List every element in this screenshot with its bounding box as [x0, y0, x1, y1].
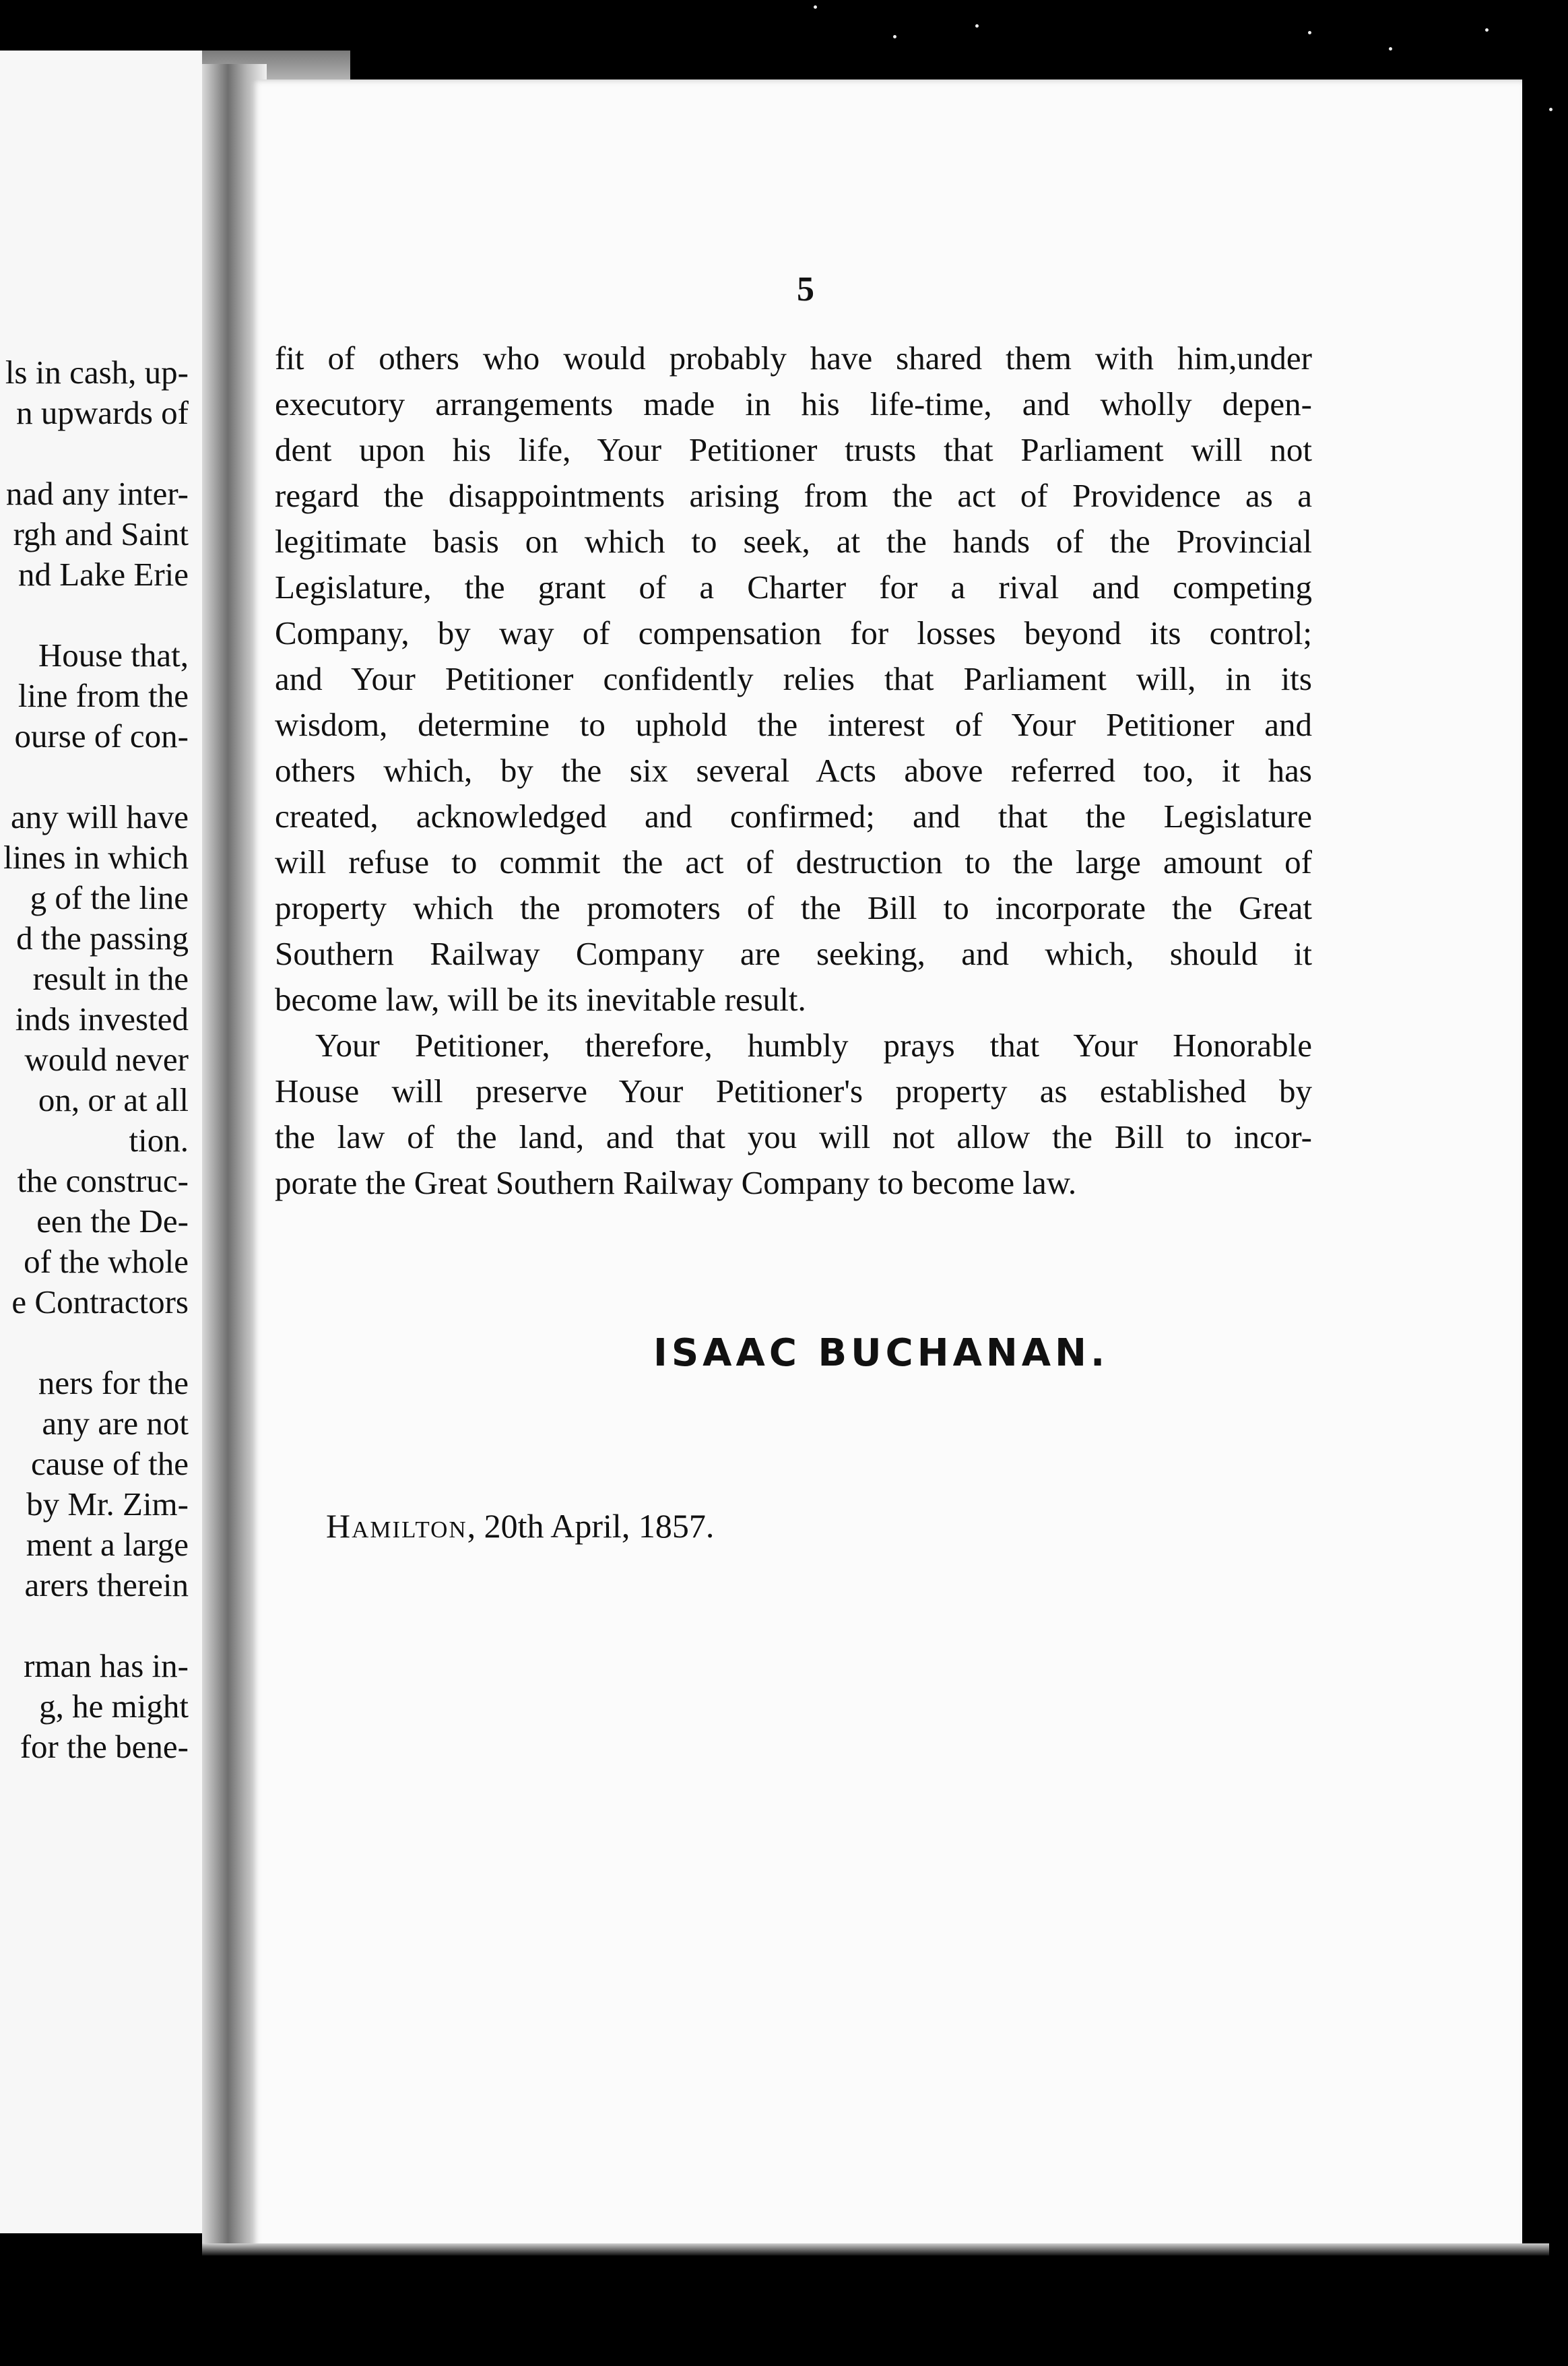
previous-page-line: of the whole: [24, 1243, 189, 1280]
body-line: the law of the land, and that you will not allow the Bill to incor-: [275, 1118, 1312, 1155]
previous-page-line: n upwards of: [16, 394, 189, 431]
scan-speck: [1389, 47, 1392, 51]
page-bottom-edge: [202, 2243, 1549, 2256]
body-line: property which the promoters of the Bill to incorporate the Great: [275, 889, 1312, 926]
previous-page-line: ourse of con-: [14, 717, 189, 755]
body-line: porate the Great Southern Railway Company to become law.: [275, 1164, 1077, 1201]
scan-speck: [1485, 28, 1489, 32]
previous-page-line: rman has in-: [24, 1647, 189, 1684]
dateline-date: , 20th April, 1857.: [467, 1507, 715, 1545]
body-line: executory arrangements made in his life-time, and wholly depen-: [275, 385, 1312, 422]
previous-page-line: result in the: [32, 960, 189, 997]
previous-page-line: line from the: [18, 677, 189, 714]
previous-page-line: on, or at all: [38, 1081, 189, 1118]
previous-page-line: tion.: [129, 1122, 189, 1159]
page-number: 5: [797, 270, 814, 309]
body-line: House will preserve Your Petitioner's property as established by: [275, 1073, 1312, 1110]
previous-page-line: ment a large: [26, 1526, 189, 1563]
body-line: will refuse to commit the act of destruction to the large amount of: [275, 843, 1312, 881]
scan-speck: [814, 5, 817, 9]
body-line: fit of others who would probably have shared them with him,under: [275, 340, 1312, 377]
previous-page-line: any will have: [11, 798, 189, 835]
body-line: others which, by the six several Acts above referred too, it has: [275, 752, 1312, 789]
previous-page-line: g, he might: [39, 1688, 189, 1725]
body-line: Southern Railway Company are seeking, and which, should it: [275, 935, 1312, 972]
previous-page-line: the construc-: [17, 1162, 189, 1199]
dateline-place: Hamilton: [326, 1507, 467, 1545]
scan-speck: [893, 35, 896, 38]
previous-page-line: by Mr. Zim-: [26, 1485, 189, 1523]
previous-page-line: any are not: [42, 1405, 189, 1442]
previous-page-line: nad any inter-: [5, 475, 189, 512]
body-line: wisdom, determine to uphold the interest of Your Petitioner and: [275, 706, 1312, 743]
body-line: regard the disappointments arising from the act of Providence as a: [275, 477, 1312, 514]
signature: ISAAC BUCHANAN.: [653, 1331, 1109, 1375]
previous-page-line: ls in cash, up-: [5, 354, 189, 391]
previous-page-line: ners for the: [38, 1364, 189, 1401]
previous-page-line: arers therein: [24, 1566, 189, 1603]
petition-body-text: [275, 335, 1312, 1206]
body-line: legitimate basis on which to seek, at the hands of the Provincial: [275, 523, 1312, 560]
body-line: become law, will be its inevitable result.: [275, 981, 806, 1018]
previous-page-line: nd Lake Erie: [18, 556, 189, 593]
scan-speck: [1549, 108, 1553, 111]
scan-speck: [975, 24, 979, 28]
previous-page-line: would never: [24, 1041, 189, 1078]
previous-page-line: e Contractors: [11, 1283, 189, 1320]
previous-page-line: een the De-: [36, 1203, 189, 1240]
body-line: created, acknowledged and confirmed; and that the Legislature: [275, 798, 1312, 835]
previous-page-line: for the bene-: [20, 1728, 189, 1765]
body-line: Company, by way of compensation for losses beyond its control;: [275, 614, 1312, 651]
previous-page-line: rgh and Saint: [13, 515, 189, 552]
previous-page-line: inds invested: [15, 1000, 189, 1037]
previous-page-line: House that,: [38, 637, 189, 674]
document-page: [251, 79, 1522, 2254]
previous-page-line: cause of the: [31, 1445, 189, 1482]
body-line: dent upon his life, Your Petitioner trusts that Parliament will not: [275, 431, 1312, 468]
scan-speck: [1308, 31, 1311, 34]
dateline: [326, 1506, 714, 1545]
previous-page-line: lines in which: [3, 839, 189, 876]
body-line: and Your Petitioner confidently relies that Parliament will, in its: [275, 660, 1312, 697]
body-line: Legislature, the grant of a Charter for a rival and competing: [275, 569, 1312, 606]
body-line: Your Petitioner, therefore, humbly prays that Your Honorable: [315, 1027, 1312, 1064]
previous-page-line: d the passing: [16, 920, 189, 957]
previous-page-line: g of the line: [30, 879, 189, 916]
